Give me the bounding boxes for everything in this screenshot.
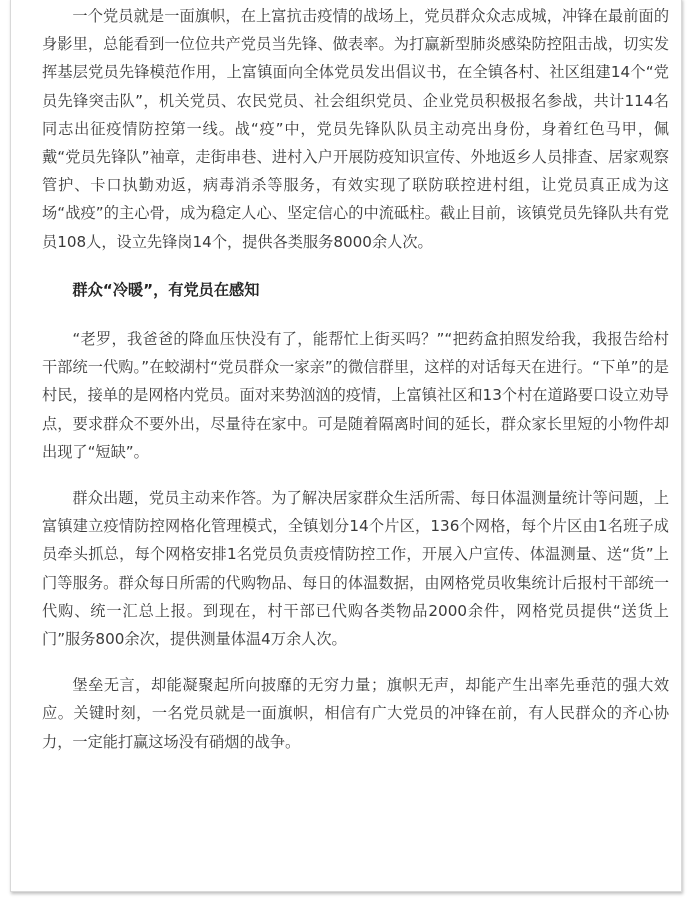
paragraph-conclusion: 堡垒无言，却能凝聚起所向披靡的无穷力量；旗帜无声，却能产生出率先垂范的强大效应。关键时刻，一名党员就是一面旗帜，相信有广大党员的冲锋在前，有人民群众的齐心协力，一定能打赢这场没有硝烟的战争。 xyxy=(42,676,669,751)
section-heading: 群众“冷暖”，有党员在感知 xyxy=(72,280,260,299)
paragraph-grid-management: 群众出题，党员主动来作答。为了解决居家群众生活所需、每日体温测量统计等问题，上富镇建立疫情防控网格化管理模式，全镇划分14个片区，136个网格，每个片区由1名班子成员牵头抓总，每个网格安排1名党员负责疫情防控工作，开展入户宣传、体温测量、送“货”上门等服务。群众每日所需的代购物品、每日的体温数据，由网格党员收集统计后报村干部统一代购、统一汇总上报。到现在，村干部已代购各类物品2000余件，网格党员提供“送货上门”服务800余次，提供测量体温4万余人次。 xyxy=(42,489,669,649)
article-card xyxy=(10,0,682,892)
paragraph-party-pioneers: 一个党员就是一面旗帜，在上富抗击疫情的战场上，党员群众众志成城，冲锋在最前面的身影里，总能看到一位位共产党员当先锋、做表率。为打赢新型肺炎感染防控阻击战，切实发挥基层党员先锋模范作用，上富镇面向全体党员发出倡议书，在全镇各村、社区组建14个“党员先锋突击队”，机关党员、农民党员、社会组织党员、企业党员积极报名参战，共计114名同志出征疫情防控第一线。战“疫”中，党员先锋队队员主动亮出身份，身着红色马甲，佩戴“党员先锋队”袖章，走街串巷、进村入户开展防疫知识宣传、外地返乡人员排查、居家观察管护、卡口执勤劝返，病毒消杀等服务，有效实现了联防联控进村组，让党员真正成为这场“战疫”的主心骨，成为稳定人心、坚定信心的中流砥柱。截止目前，该镇党员先锋队共有党员108人，设立先锋岗14个，提供各类服务8000余人次。 xyxy=(42,7,669,251)
paragraph-wechat-group: “老罗，我爸爸的降血压快没有了，能帮忙上街买吗？”“把药盒拍照发给我，我报告给村干部统一代购。”在蛟湖村“党员群众一家亲”的微信群里，这样的对话每天在进行。“下单”的是村民，接单的是网格内党员。面对来势汹汹的疫情，上富镇社区和13个村在道路要口设立劝导点，要求群众不要外出，尽量待在家中。可是随着隔离时间的延长，群众家长里短的小物件却出现了“短缺”。 xyxy=(42,330,669,461)
article-body xyxy=(42,2,669,756)
